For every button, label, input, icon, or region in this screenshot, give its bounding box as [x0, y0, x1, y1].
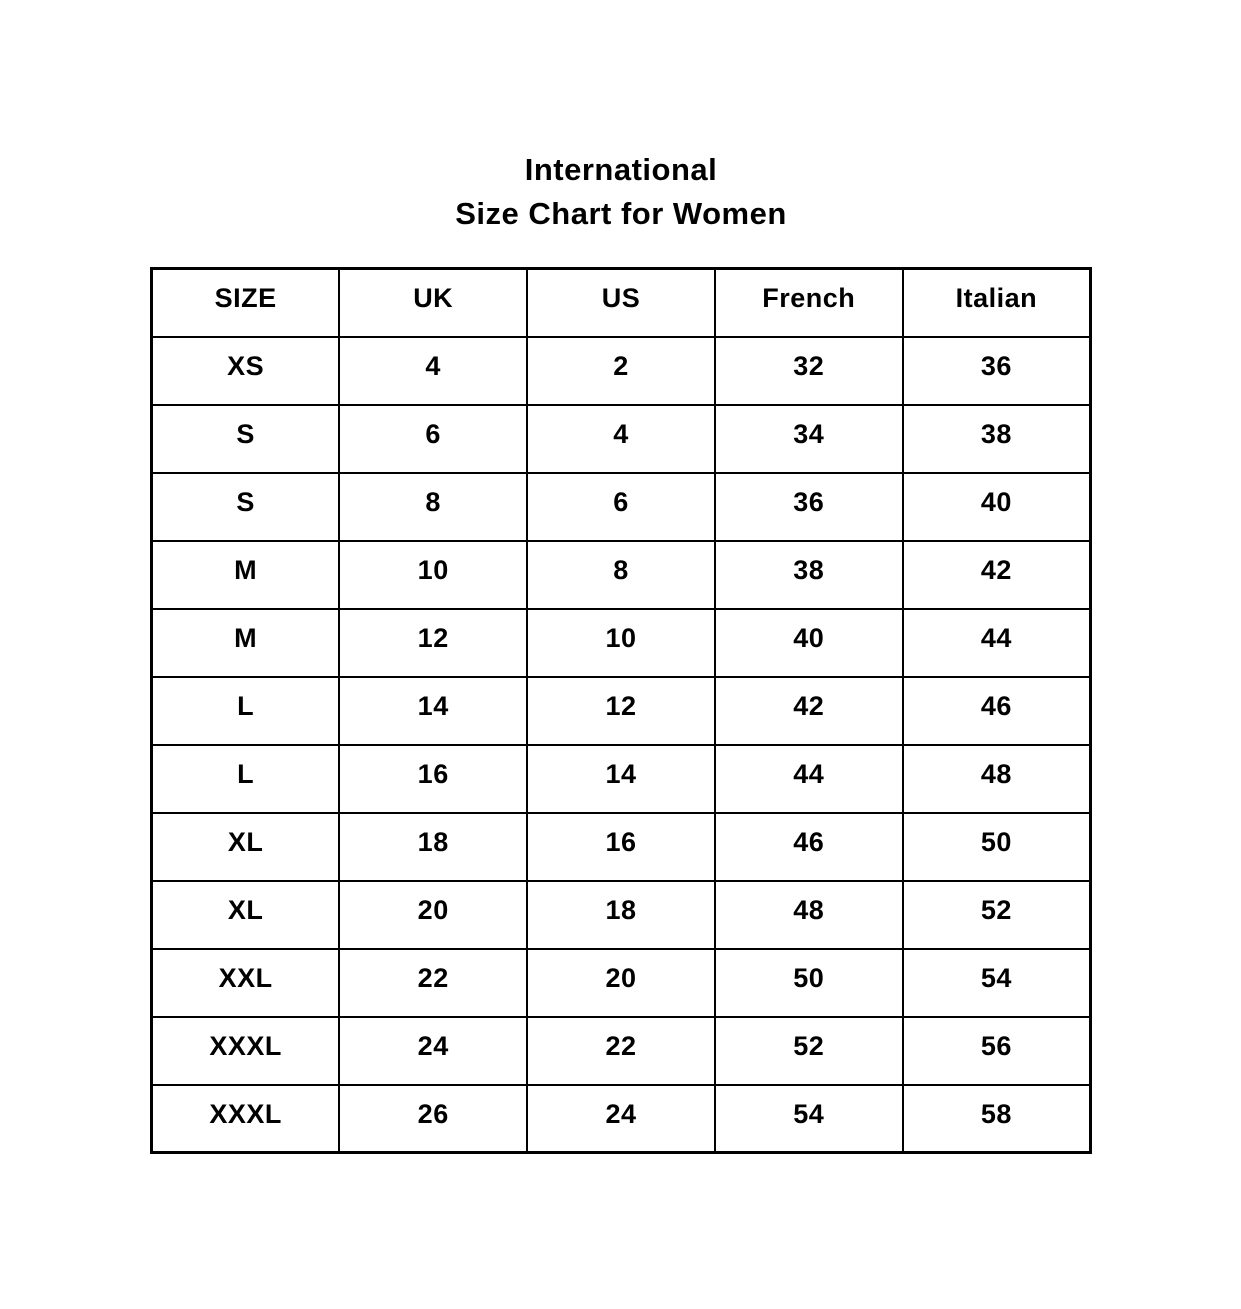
table-cell: XL	[152, 813, 340, 881]
table-cell: 24	[527, 1085, 715, 1153]
table-row	[152, 881, 1091, 949]
table-cell: 46	[903, 677, 1091, 745]
table-row	[152, 745, 1091, 813]
table-cell: L	[152, 745, 340, 813]
table-row	[152, 677, 1091, 745]
table-cell: 48	[715, 881, 903, 949]
table-cell: 38	[715, 541, 903, 609]
table-cell: L	[152, 677, 340, 745]
column-header-italian: Italian	[903, 269, 1091, 337]
table-cell: 32	[715, 337, 903, 405]
table-cell: 16	[339, 745, 527, 813]
table-cell: 34	[715, 405, 903, 473]
table-cell: 10	[339, 541, 527, 609]
table-cell: XS	[152, 337, 340, 405]
table-cell: 38	[903, 405, 1091, 473]
column-header-french: French	[715, 269, 903, 337]
table-cell: 40	[715, 609, 903, 677]
table-row	[152, 1085, 1091, 1153]
table-cell: 50	[903, 813, 1091, 881]
size-chart-header	[152, 269, 1091, 337]
table-cell: 54	[903, 949, 1091, 1017]
table-cell: 42	[903, 541, 1091, 609]
table-cell: 56	[903, 1017, 1091, 1085]
table-cell: 12	[339, 609, 527, 677]
table-cell: 36	[715, 473, 903, 541]
table-cell: 52	[715, 1017, 903, 1085]
table-cell: 44	[903, 609, 1091, 677]
table-cell: 22	[527, 1017, 715, 1085]
table-cell: 50	[715, 949, 903, 1017]
table-cell: 8	[527, 541, 715, 609]
table-cell: 8	[339, 473, 527, 541]
table-cell: 6	[527, 473, 715, 541]
table-cell: 58	[903, 1085, 1091, 1153]
table-cell: XXL	[152, 949, 340, 1017]
table-cell: 22	[339, 949, 527, 1017]
table-cell: 40	[903, 473, 1091, 541]
table-row	[152, 1017, 1091, 1085]
page-title-line-1: International	[524, 152, 718, 187]
table-cell: XL	[152, 881, 340, 949]
table-row	[152, 813, 1091, 881]
table-cell: 54	[715, 1085, 903, 1153]
table-cell: XXXL	[152, 1017, 340, 1085]
table-cell: 48	[903, 745, 1091, 813]
table-cell: M	[152, 609, 340, 677]
page-title	[150, 148, 1092, 236]
table-row	[152, 473, 1091, 541]
table-cell: 52	[903, 881, 1091, 949]
table-cell: 6	[339, 405, 527, 473]
table-cell: 4	[527, 405, 715, 473]
table-cell: 10	[527, 609, 715, 677]
table-cell: 44	[715, 745, 903, 813]
table-row	[152, 609, 1091, 677]
table-cell: 4	[339, 337, 527, 405]
table-cell: 18	[339, 813, 527, 881]
table-cell: 42	[715, 677, 903, 745]
table-cell: 46	[715, 813, 903, 881]
header-row	[152, 269, 1091, 337]
table-cell: 12	[527, 677, 715, 745]
table-cell: 20	[527, 949, 715, 1017]
table-cell: 14	[339, 677, 527, 745]
table-cell: 16	[527, 813, 715, 881]
table-cell: 2	[527, 337, 715, 405]
page-title-line-2: Size Chart for Women	[455, 196, 787, 231]
table-row	[152, 337, 1091, 405]
column-header-uk: UK	[339, 269, 527, 337]
table-row	[152, 541, 1091, 609]
table-cell: XXXL	[152, 1085, 340, 1153]
size-chart-body	[152, 337, 1091, 1153]
table-cell: S	[152, 405, 340, 473]
table-cell: 20	[339, 881, 527, 949]
table-cell: 24	[339, 1017, 527, 1085]
table-cell: 18	[527, 881, 715, 949]
column-header-size: SIZE	[152, 269, 340, 337]
table-cell: 36	[903, 337, 1091, 405]
column-header-us: US	[527, 269, 715, 337]
table-cell: 26	[339, 1085, 527, 1153]
table-cell: S	[152, 473, 340, 541]
table-cell: 14	[527, 745, 715, 813]
table-row	[152, 949, 1091, 1017]
table-row	[152, 405, 1091, 473]
size-chart-table	[150, 267, 1092, 1154]
table-cell: M	[152, 541, 340, 609]
